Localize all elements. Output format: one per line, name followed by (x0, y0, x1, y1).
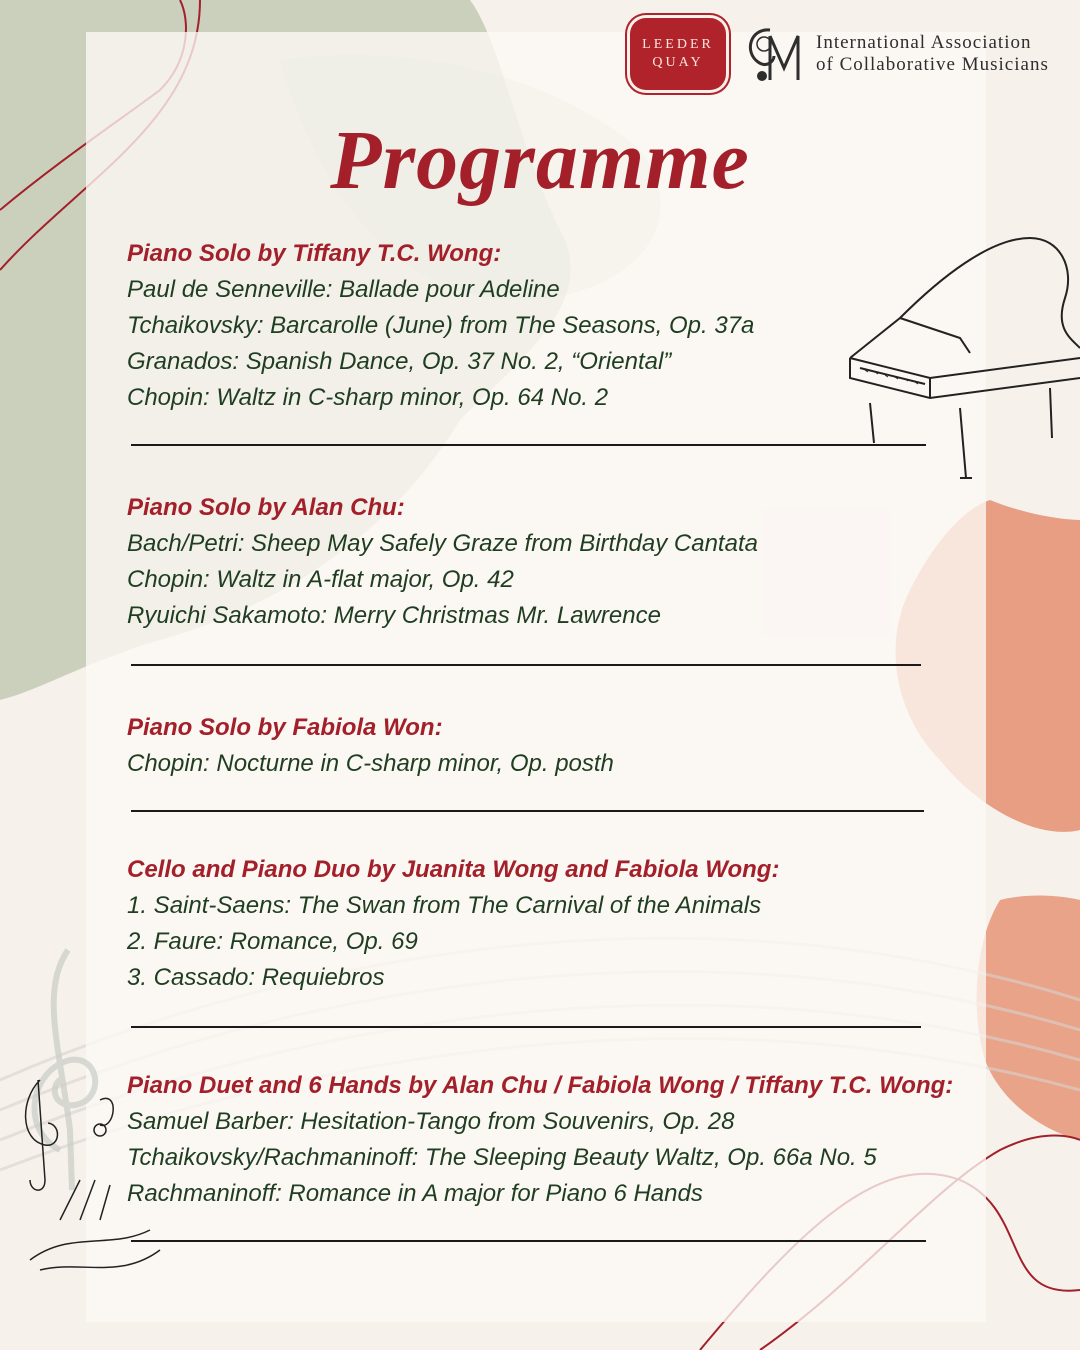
leeder-quay-logo-line-1: LEEDER (642, 37, 714, 52)
programme-piece: Tchaikovsky/Rachmaninoff: The Sleeping Beauty Waltz, Op. 66a No. 5 (127, 1144, 877, 1171)
programme-piece: Tchaikovsky: Barcarolle (June) from The Seasons, Op. 37a (127, 312, 755, 339)
programme-section (127, 852, 1007, 1028)
section-heading: Piano Solo by Tiffany T.C. Wong: (127, 240, 502, 267)
section-heading: Cello and Piano Duo by Juanita Wong and Fabiola Wong: (127, 856, 780, 883)
programme-piece: 3. Cassado: Requiebros (127, 964, 385, 991)
section-heading: Piano Duet and 6 Hands by Alan Chu / Fabiola Wong / Tiffany T.C. Wong: (127, 1072, 954, 1099)
programme-section (127, 490, 1007, 666)
programme-piece: Chopin: Waltz in A-flat major, Op. 42 (127, 566, 514, 593)
section-divider (131, 1240, 926, 1242)
programme-piece: Chopin: Waltz in C-sharp minor, Op. 64 No. 2 (127, 384, 609, 411)
programme-section (127, 710, 1007, 812)
iacm-logo-line-2: of Collaborative Musicians (816, 54, 1049, 75)
page-title: Programme (330, 114, 750, 207)
programme-piece: Chopin: Nocturne in C-sharp minor, Op. posth (127, 750, 614, 777)
section-heading: Piano Solo by Alan Chu: (127, 494, 405, 521)
programme-piece: 1. Saint-Saens: The Swan from The Carnival of the Animals (127, 892, 762, 919)
iacm-monogram-logo (740, 22, 810, 86)
programme-piece: 2. Faure: Romance, Op. 69 (127, 928, 418, 955)
section-divider (131, 444, 926, 446)
leeder-quay-logo (630, 18, 726, 90)
section-divider (131, 1026, 921, 1028)
programme-piece: Granados: Spanish Dance, Op. 37 No. 2, “Oriental” (127, 348, 672, 375)
programme-piece: Paul de Senneville: Ballade pour Adeline (127, 276, 560, 303)
programme-piece: Bach/Petri: Sheep May Safely Graze from Birthday Cantata (127, 530, 758, 557)
programme-section (127, 1068, 1007, 1242)
section-divider (131, 810, 924, 812)
iacm-logo-line-1: International Association (816, 32, 1032, 53)
programme-piece: Ryuichi Sakamoto: Merry Christmas Mr. Lawrence (127, 602, 661, 629)
section-heading: Piano Solo by Fabiola Won: (127, 714, 443, 741)
programme-list (127, 236, 1007, 1242)
leeder-quay-logo-line-2: QUAY (652, 55, 704, 70)
header-logos (630, 14, 1049, 94)
iacm-logo-text (816, 32, 1049, 76)
section-divider (131, 664, 921, 666)
programme-piece: Rachmaninoff: Romance in A major for Piano 6 Hands (127, 1180, 703, 1207)
programme-piece: Samuel Barber: Hesitation-Tango from Souvenirs, Op. 28 (127, 1108, 735, 1135)
programme-section (127, 236, 1007, 446)
